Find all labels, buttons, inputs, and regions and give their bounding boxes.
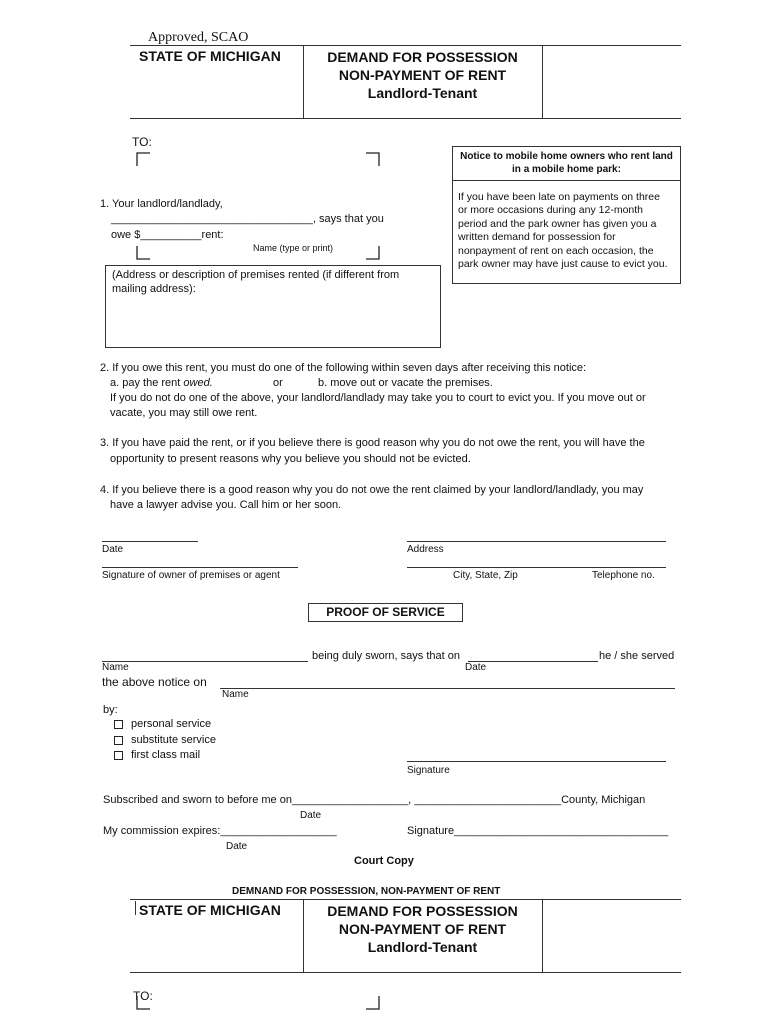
commission-line[interactable]: My commission expires:___________________	[103, 825, 337, 837]
second-header-divider-left	[303, 899, 304, 972]
item2-option-a	[110, 377, 213, 389]
signature-caption: Signature	[407, 765, 450, 776]
server-signature-line[interactable]	[407, 761, 666, 762]
name-caption-served: Name	[222, 689, 249, 700]
date-caption-subscribed: Date	[300, 810, 322, 821]
date-caption-proof: Date	[465, 662, 487, 673]
second-to-label: TO:	[133, 989, 153, 1003]
title-line-3: Landlord-Tenant	[367, 85, 478, 101]
substitute-service-label: substitute service	[131, 734, 216, 746]
first-class-mail-label: first class mail	[131, 749, 201, 761]
option-a-text: a. pay the rent	[110, 377, 184, 389]
address-caption: Address	[407, 544, 444, 555]
address-corner-bottom-left	[136, 246, 150, 260]
state-label: STATE OF MICHIGAN	[139, 48, 281, 64]
second-header-divider-right	[542, 899, 543, 972]
item4-line2: have a lawyer advise you. Call him or her soon.	[110, 499, 342, 511]
header-top-rule	[130, 45, 681, 46]
served-text: he / she served	[599, 650, 675, 662]
subscribed-line[interactable]: Subscribed and sworn to before me on___________________, ________________________County, Michigan	[103, 794, 646, 806]
second-text-cursor	[135, 901, 136, 915]
second-address-corner-bottom-right	[366, 996, 380, 1010]
second-banner: DEMNAND FOR POSSESSION, NON-PAYMENT OF RENT	[232, 886, 501, 897]
owner-signature-caption: Signature of owner of premises or agent	[102, 570, 280, 581]
address-corner-top-left	[136, 152, 150, 166]
item2-option-b: b. move out or vacate the premises.	[318, 377, 493, 389]
item2-line1: 2. If you owe this rent, you must do one of the following within seven days after receiving this notice:	[100, 362, 587, 374]
header-divider-left	[303, 45, 304, 118]
server-name-line[interactable]	[102, 661, 308, 662]
proof-of-service-box	[308, 603, 463, 622]
item3-line2: opportunity to present reasons why you believe you should not be evicted.	[110, 453, 471, 465]
checkbox-icon[interactable]	[114, 751, 123, 760]
date-caption: Date	[102, 544, 124, 555]
option-a-emphasis: owed.	[183, 377, 213, 389]
second-state-label: STATE OF MICHIGAN	[139, 902, 281, 918]
city-phone-line[interactable]	[407, 567, 666, 568]
header-bottom-rule	[130, 118, 681, 119]
second-title-line-2: NON-PAYMENT OF RENT	[338, 921, 507, 937]
second-header-top-rule	[130, 899, 681, 900]
title-line-1: DEMAND FOR POSSESSION	[327, 49, 518, 65]
personal-service-label: personal service	[131, 718, 212, 730]
to-label: TO:	[132, 135, 152, 149]
premises-address-box[interactable]	[105, 265, 441, 348]
landlord-name-field[interactable]: _________________________________, says that you	[111, 213, 384, 225]
second-header-bottom-rule	[130, 972, 681, 973]
served-person-line[interactable]	[220, 688, 675, 689]
item2-or: or	[273, 377, 283, 389]
telephone-caption: Telephone no.	[592, 570, 655, 581]
by-label: by:	[103, 704, 118, 716]
item1-line1: 1. Your landlord/landlady,	[100, 198, 223, 210]
title-line-2: NON-PAYMENT OF RENT	[338, 67, 507, 83]
option-first-class-mail[interactable]	[114, 749, 200, 761]
item3-line1: 3. If you have paid the rent, or if you believe there is good reason why you do not owe the rent, you will have the	[100, 437, 645, 449]
option-substitute-service[interactable]	[114, 734, 216, 746]
rent-owed-field[interactable]: owe $__________rent:	[111, 229, 224, 241]
item2-line4: vacate, you may still owe rent.	[110, 407, 258, 419]
above-notice-label: the above notice on	[102, 675, 207, 689]
item2-line3: If you do not do one of the above, your landlord/landlady may take you to court to evict you. If you move out or	[110, 392, 646, 404]
second-title-line-1: DEMAND FOR POSSESSION	[327, 903, 518, 919]
sworn-text: being duly sworn, says that on	[312, 650, 460, 662]
date-line[interactable]	[102, 541, 198, 542]
checkbox-icon[interactable]	[114, 736, 123, 745]
notary-signature-line[interactable]: Signature___________________________________	[407, 825, 669, 837]
address-corner-top-right	[366, 152, 380, 166]
city-caption: City, State, Zip	[453, 570, 518, 581]
address-line[interactable]	[407, 541, 666, 542]
name-caption: Name (type or print)	[253, 243, 334, 253]
service-date-line[interactable]	[468, 661, 598, 662]
second-form-title	[305, 902, 540, 956]
address-corner-bottom-right	[366, 246, 380, 260]
notice-body: If you have been late on payments on three or more occasions during any 12-month period and the park owner has given you a written demand for possession for nonpayment of rent on each occasion, the park owner may have just cause to evict you.	[458, 191, 668, 271]
second-address-corner-bottom-left	[136, 996, 150, 1010]
header-divider-right	[542, 45, 543, 118]
form-title	[305, 48, 540, 102]
owner-signature-line[interactable]	[102, 567, 298, 568]
item4-line1: 4. If you believe there is a good reason why you do not owe the rent claimed by your landlord/landlady, you may	[100, 484, 644, 496]
second-title-line-3: Landlord-Tenant	[367, 939, 478, 955]
mobile-home-notice-box	[452, 146, 681, 284]
checkbox-icon[interactable]	[114, 720, 123, 729]
date-caption-commission: Date	[226, 841, 248, 852]
name-caption-proof: Name	[102, 662, 129, 673]
option-personal-service[interactable]	[114, 718, 211, 730]
notice-title: Notice to mobile home owners who rent land in a mobile home park:	[460, 151, 673, 175]
notice-divider	[453, 180, 680, 181]
approved-label: Approved, SCAO	[148, 30, 249, 45]
premises-address-caption: (Address or description of premises rented (if different from mailing address):	[112, 269, 400, 295]
proof-title: PROOF OF SERVICE	[326, 605, 445, 619]
court-copy-label: Court Copy	[354, 855, 414, 867]
